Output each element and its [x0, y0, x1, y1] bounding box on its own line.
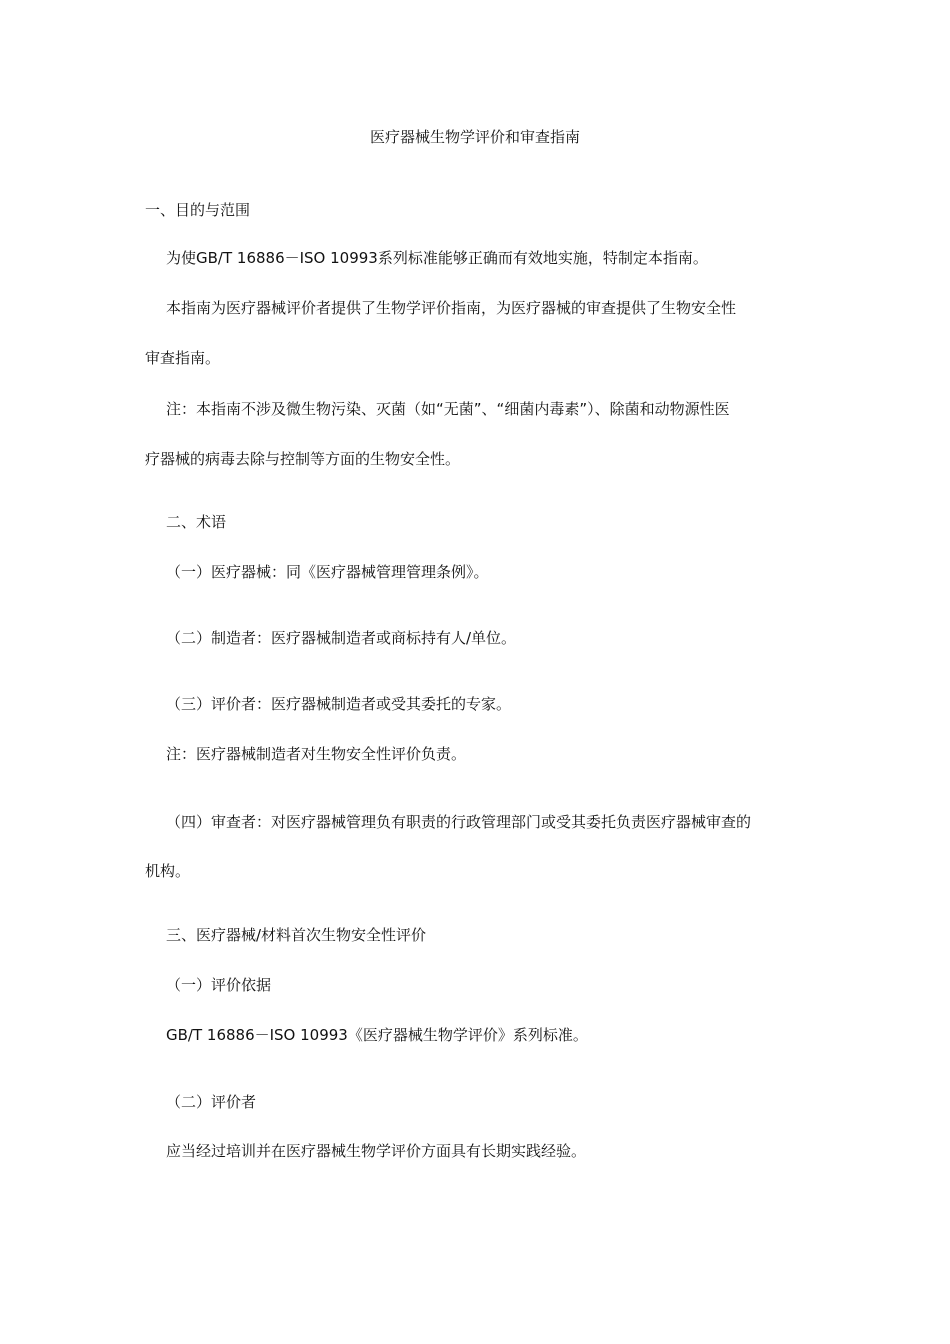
- subheading-evaluator: （二）评价者: [166, 1093, 257, 1111]
- section-heading-first-evaluation: 三、医疗器械/材料首次生物安全性评价: [166, 926, 427, 944]
- document-title: 医疗器械生物学评价和审查指南: [369, 128, 580, 146]
- paragraph-evaluator-qualification: 应当经过培训并在医疗器械生物学评价方面具有长期实践经验。: [166, 1142, 587, 1160]
- section-heading-purpose-scope: 一、目的与范围: [145, 201, 251, 219]
- term-manufacturer: （二）制造者：医疗器械制造者或商标持有人/单位。: [166, 629, 517, 647]
- subheading-evaluation-basis: （一）评价依据: [166, 976, 272, 994]
- note-exclusions-line-1: 注：本指南不涉及微生物污染、灭菌（如“无菌”、“细菌内毒素”）、除菌和动物源性医: [166, 400, 730, 418]
- section-heading-terms: 二、术语: [166, 513, 227, 531]
- paragraph-evaluation-basis: GB/T 16886－ISO 10993《医疗器械生物学评价》系列标准。: [166, 1026, 588, 1044]
- term-reviewer-line-2: 机构。: [145, 862, 191, 880]
- paragraph-purpose: 为使GB/T 16886－ISO 10993系列标准能够正确而有效地实施，特制定本指南。: [166, 249, 708, 267]
- term-medical-device: （一）医疗器械：同《医疗器械管理管理条例》。: [166, 563, 489, 581]
- paragraph-scope-line-1: 本指南为医疗器械评价者提供了生物学评价指南，为医疗器械的审查提供了生物安全性: [166, 299, 737, 317]
- term-evaluator: （三）评价者：医疗器械制造者或受其委托的专家。: [166, 695, 512, 713]
- note-manufacturer-responsibility: 注：医疗器械制造者对生物安全性评价负责。: [166, 745, 467, 763]
- paragraph-scope-line-2: 审查指南。: [145, 349, 221, 367]
- term-reviewer-line-1: （四）审查者：对医疗器械管理负有职责的行政管理部门或受其委托负责医疗器械审查的: [166, 813, 752, 831]
- note-exclusions-line-2: 疗器械的病毒去除与控制等方面的生物安全性。: [145, 450, 461, 468]
